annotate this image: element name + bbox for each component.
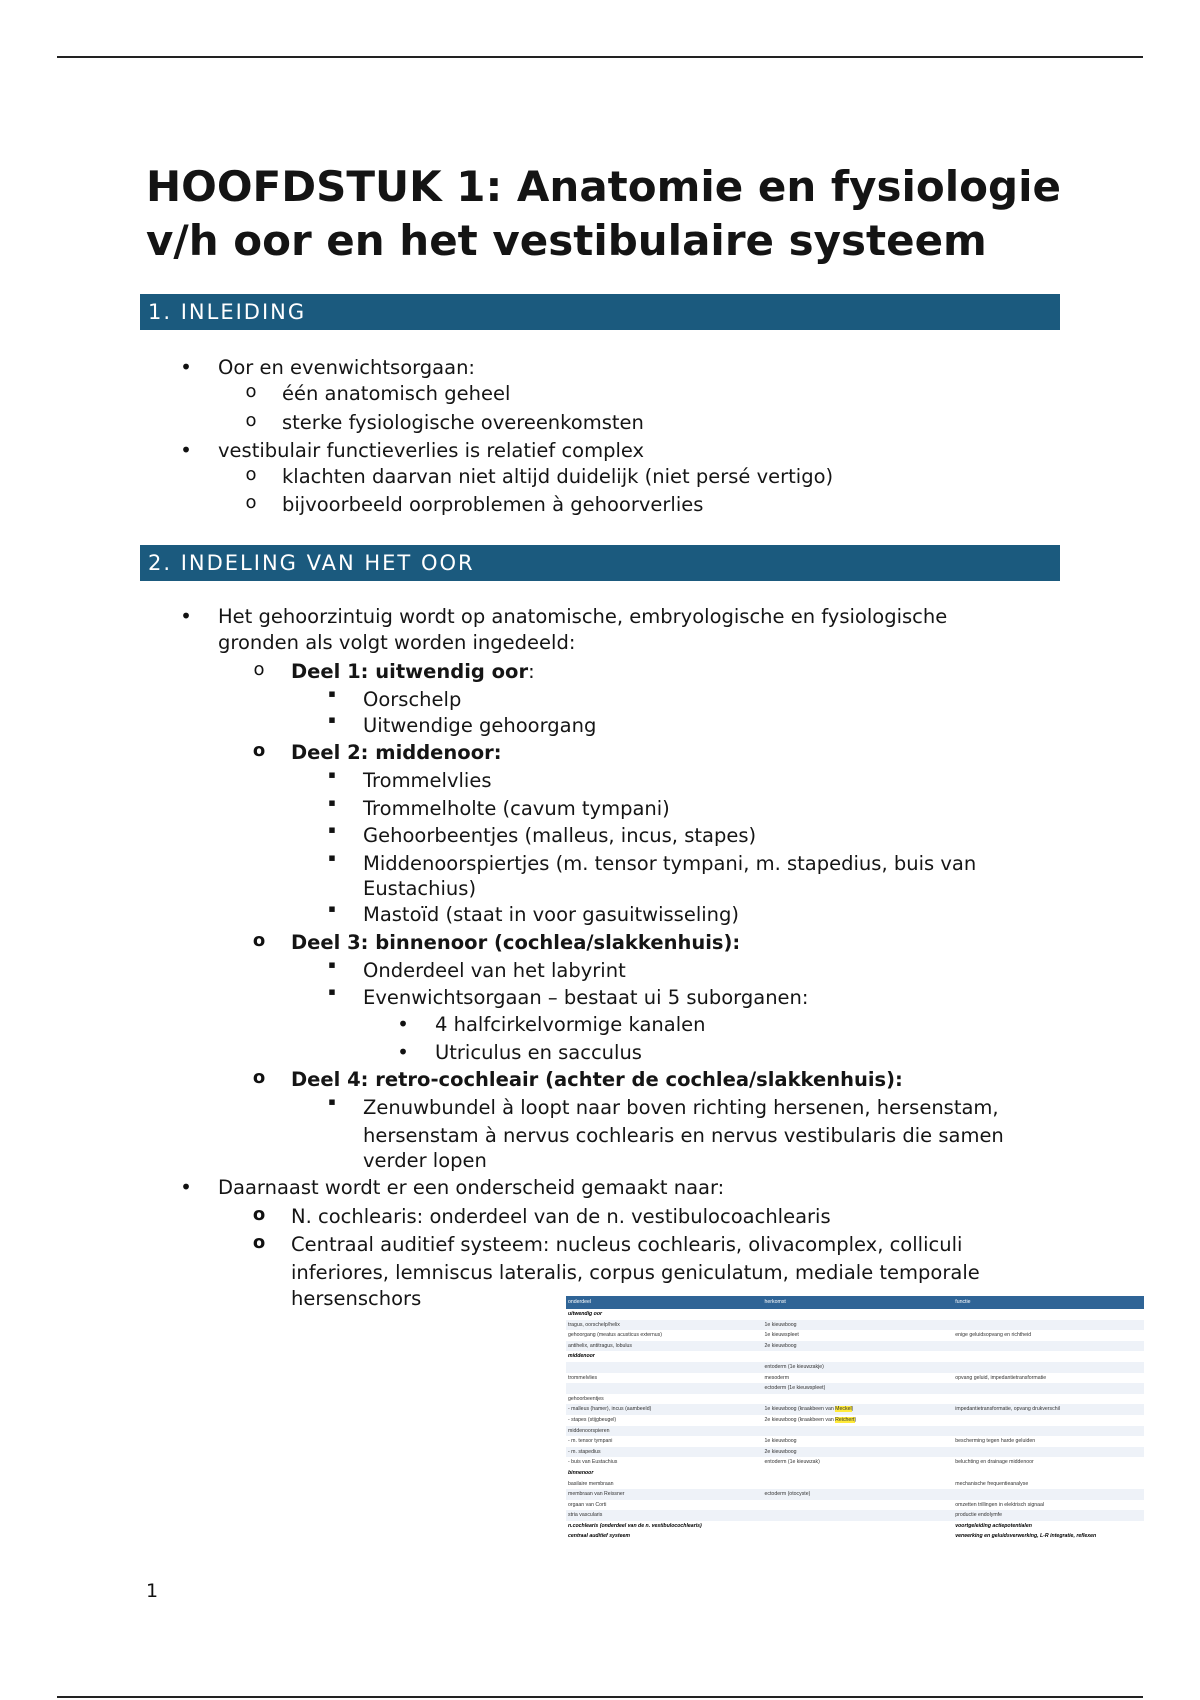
table-cell: entoderm (1e kieuwzakje) [763,1362,954,1373]
square-marker: ▪ [328,687,336,700]
table-cell [953,1415,1144,1426]
table-cell [953,1468,1144,1479]
table-cell [953,1426,1144,1437]
list-item: vestibulair functieverlies is relatief complex [218,439,645,462]
table-cell: enige geluidsopvang en richtheid [955,1332,1032,1339]
table-cell: tragus, oorschelp/helix [566,1320,763,1331]
document-title [146,160,1106,268]
circle-marker: o [245,492,257,513]
list-item: Uitwendige gehoorgang [363,714,597,737]
table-cell: entoderm (1e kieuwzak) [764,1459,820,1466]
table-row [566,1510,1144,1521]
table-cell [566,1383,763,1394]
list-item: Het gehoorzintuig wordt op anatomische, embryologische en fysiologische [218,605,948,628]
table-cell [763,1479,954,1490]
circle-marker: o [252,740,266,761]
table-cell [566,1362,763,1373]
table-cell [953,1341,1144,1352]
list-item: Gehoorbeentjes (malleus, incus, stapes) [363,824,757,847]
part-4-title: Deel 4: retro-cochleair (achter de cochlea/slakkenhuis): [291,1068,903,1091]
table-cell [763,1309,954,1320]
table-cell: voortgeleiding actiepotentialen [955,1522,1032,1529]
circle-marker: o [245,381,257,402]
list-item: Oor en evenwichtsorgaan: [218,356,476,379]
table-cell [953,1383,1144,1394]
top-rule [57,56,1143,58]
table-cell: middenoor [568,1353,595,1360]
table-cell [953,1489,1144,1500]
square-marker: ▪ [328,902,336,915]
part-1-title: Deel 1: uitwendig oor [291,660,529,683]
list-item: sterke fysiologische overeenkomsten [282,411,644,434]
bullet-marker: • [180,1175,192,1199]
table-row [566,1531,1144,1542]
list-item: Zenuwbundel à loopt naar boven richting hersenen, hersenstam, [363,1096,999,1119]
list-item: Mastoïd (staat in voor gasuitwisseling) [363,903,740,926]
table-row [566,1320,1144,1331]
table-cell: - buis van Eustachius [568,1459,618,1466]
table-cell [763,1521,954,1532]
table-row [566,1457,1144,1468]
table-cell [763,1394,954,1405]
bullet-marker: • [180,604,192,628]
list-item: bijvoorbeeld oorproblemen à gehoorverlies [282,493,704,516]
table-row [566,1468,1144,1479]
table-cell: gehoorbeentjes [568,1395,604,1402]
table-cell: membraan van Reissner [566,1489,763,1500]
circle-marker: o [253,659,265,680]
table-row [566,1521,1144,1532]
table-cell: - m. tensor tympani [568,1438,613,1445]
table-cell: mechanische frequentieanalyse [955,1480,1029,1487]
table-header-row [566,1296,1144,1309]
square-marker: ▪ [328,985,336,998]
square-marker: ▪ [328,851,336,864]
bullet-marker: • [180,438,192,462]
table-row [566,1489,1144,1500]
table-cell: antihelix, antitragus, lobulus [566,1341,763,1352]
table-cell: orgaan van Corti [568,1501,607,1508]
table-cell: 2e kieuwboog (kraakbeen van Reichert) [764,1416,857,1423]
list-item-continued: inferiores, lemniscus lateralis, corpus geniculatum, mediale temporale [291,1261,980,1284]
list-item: Trommelholte (cavum tympani) [363,797,670,820]
list-item: Trommelvlies [363,769,492,792]
table-cell [953,1309,1144,1320]
table-cell: 2e kieuwboog [763,1341,954,1352]
page-number: 1 [146,1580,159,1602]
table-cell [763,1500,954,1511]
table-cell: ectoderm (otocyste) [763,1489,954,1500]
part-1-colon: : [528,660,535,683]
table-cell: omzetten trillingen in elektrisch signaal [955,1501,1045,1508]
table-cell [763,1510,954,1521]
table-cell: 1e kieuwboog [763,1320,954,1331]
list-item-continued: hersenschors [291,1287,422,1310]
table-cell: trommelvlies [568,1374,598,1381]
table-row [566,1330,1144,1341]
table-cell: 2e kieuwboog [763,1447,954,1458]
table-cell: 1e kieuwboog (kraakbeen van Meckel) [763,1404,954,1415]
square-marker: ▪ [328,1095,336,1108]
table-row [566,1436,1144,1447]
table-cell: uitwendig oor [568,1311,603,1317]
part-1-heading [291,659,535,685]
circle-marker: o [245,464,257,485]
square-marker: ▪ [328,768,336,781]
table-cell: productie endolymfe [953,1510,1144,1521]
table-cell [763,1351,954,1362]
table-cell [763,1468,954,1479]
square-marker: ▪ [328,958,336,971]
table-row [566,1426,1144,1437]
table-cell: centraal auditief systeem [568,1533,630,1540]
list-item: Evenwichtsorgaan – bestaat ui 5 suborganen: [363,986,809,1009]
table-cell: bescherming tegen harde geluiden [955,1438,1036,1445]
square-marker: ▪ [328,796,336,809]
bullet-marker: • [397,1040,409,1064]
circle-marker: o [252,1067,266,1088]
list-item-continued: Eustachius) [363,877,477,900]
section-heading-inleiding: 1. INLEIDING [140,294,1060,330]
table-cell: - malleus (hamer), incus (aambeeld) [566,1404,763,1415]
table-header-cell: functie [953,1296,1144,1309]
table-row [566,1351,1144,1362]
circle-marker: o [245,410,257,431]
circle-marker: o [252,1232,266,1253]
list-item-continued: verder lopen [363,1149,487,1172]
circle-marker: o [252,930,266,951]
list-item: Centraal auditief systeem: nucleus cochlearis, olivacomplex, colliculi [291,1233,963,1256]
table-row [566,1362,1144,1373]
table-cell: binnenoor [568,1469,594,1476]
title-line-1: HOOFDSTUK 1: Anatomie en fysiologie [146,162,1061,211]
table-cell [953,1447,1144,1458]
table-cell [953,1351,1144,1362]
table-cell: n.cochlearis (onderdeel van de n. vestibulocochlearis) [568,1522,702,1529]
table-row [566,1404,1144,1415]
table-cell [953,1362,1144,1373]
highlighted-term: Meckel [835,1406,852,1413]
list-item: Oorschelp [363,688,462,711]
table-row [566,1415,1144,1426]
table-cell: 1e kieuwspleet [764,1332,799,1339]
list-item: één anatomisch geheel [282,382,511,405]
list-item: Onderdeel van het labyrint [363,959,626,982]
table-cell: opvang geluid, impedantietransformatie [955,1374,1047,1381]
bullet-marker: • [180,355,192,379]
table-cell: beluchting en drainage middenoor [955,1459,1034,1466]
table-header-cell: onderdeel [566,1296,763,1309]
table-cell: impedantietransformatie, opvang drukverschil [953,1404,1144,1415]
table-cell [953,1320,1144,1331]
section-heading-indeling: 2. INDELING VAN HET OOR [140,545,1060,581]
highlighted-term: Reichert [835,1416,855,1423]
table-row [566,1447,1144,1458]
list-item: klachten daarvan niet altijd duidelijk (niet persé vertigo) [282,465,834,488]
table-cell: mesoderm [764,1374,790,1381]
table-cell: ectoderm (1e kieuwspleet) [763,1383,954,1394]
table-row [566,1383,1144,1394]
table-cell: basilaire membraan [568,1480,614,1487]
list-item: Middenoorspiertjes (m. tensor tympani, m. stapedius, buis van [363,852,977,875]
circle-marker: o [252,1204,266,1225]
list-item-continued: hersenstam à nervus cochlearis en nervus vestibularis die samen [363,1124,1004,1147]
table-row [566,1373,1144,1384]
table-row [566,1309,1144,1320]
table-cell: 1e kieuwboog [764,1438,797,1445]
list-item: N. cochlearis: onderdeel van de n. vestibulocoachlearis [291,1205,831,1228]
table-cell: stria vascularis [566,1510,763,1521]
table-cell [953,1394,1144,1405]
table-cell: gehoorgang (meatus acusticus externus) [568,1332,663,1339]
bottom-rule [57,1696,1143,1698]
table-row [566,1394,1144,1405]
title-line-2: v/h oor en het vestibulaire systeem [146,216,987,265]
table-cell [763,1531,954,1542]
bullet-marker: • [397,1012,409,1036]
list-item: Utriculus en sacculus [435,1041,642,1064]
table-row [566,1341,1144,1352]
table-cell: middenoorspieren [566,1426,763,1437]
table-cell: verwerking en geluidsverwerking, L-R integratie, reflexen [955,1533,1097,1540]
table-cell: - m. stapedius [566,1447,763,1458]
table-row [566,1500,1144,1511]
list-item-continued: gronden als volgt worden ingedeeld: [218,631,576,654]
list-item: Daarnaast wordt er een onderscheid gemaakt naar: [218,1176,725,1199]
table-header-cell: herkomst [763,1296,954,1309]
anatomy-table [566,1296,1144,1566]
table-cell [763,1426,954,1437]
list-item: 4 halfcirkelvormige kanalen [435,1013,706,1036]
table-row [566,1479,1144,1490]
part-2-title: Deel 2: middenoor: [291,741,502,764]
table-cell: - stapes (stijgbeugel) [568,1416,617,1423]
square-marker: ▪ [328,823,336,836]
square-marker: ▪ [328,713,336,726]
part-3-title: Deel 3: binnenoor (cochlea/slakkenhuis): [291,931,741,954]
